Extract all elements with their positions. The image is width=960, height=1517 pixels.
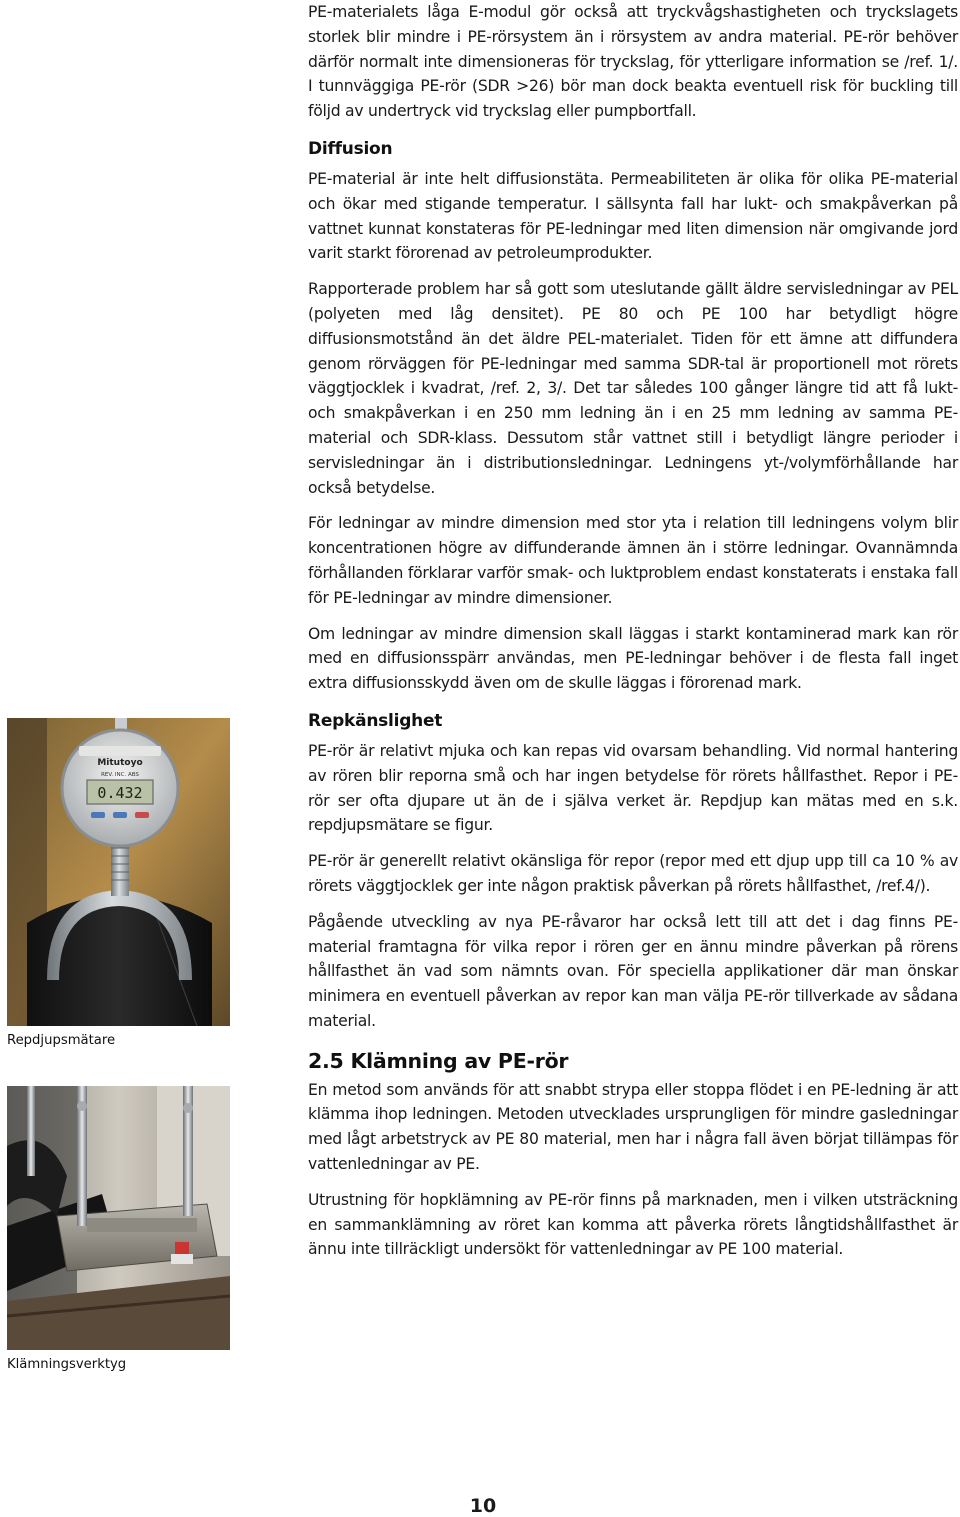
- gauge-button-labels: REV. INC. ABS: [101, 772, 139, 778]
- klamning-paragraph-2: Utrustning för hopklämning av PE-rör finns på marknaden, men i vilken utsträckning en sammanklämning av röret kan komma att påverka rörets långtidshållfasthet är ännu inte tillräckligt undersökt för vattenledningar av PE 100 material.: [308, 1190, 958, 1259]
- gauge-caption: Repdjupsmätare: [7, 1033, 116, 1048]
- repkanslighet-paragraph-3: Pågående utveckling av nya PE-råvaror har också lett till att det i dag finns PE-material framtagna för vilka repor i rören ger en ännu mindre påverkan på rörens hållfasthet än vad som nämnts ovan. För speciella applikationer där man önskar minimera en eventuell påverkan av repor kan man välja PE-rör tillverkade av sådana material.: [308, 912, 958, 1030]
- klamning-paragraph-1: En metod som används för att snabbt strypa eller stoppa flödet i en PE-ledning är att klämma ihop ledningen. Metoden utvecklades ursprungligen för mindre gasledningar med lågt arbetstryck av PE 80 material, men har i några fall även börjat tillämpas för vattenledningar av PE.: [308, 1080, 958, 1174]
- depth-gauge-photo: [7, 718, 230, 1026]
- intro-paragraph: PE-materialets låga E-modul gör också att tryckvågshastigheten och tryckslagets storlek blir mindre i PE-rörsystem än i rörsystem av andra material. PE-rör behöver därför normalt inte dimensioneras för tryckslag, för ytterligare information se /ref. 1/. I tunnväggiga PE-rör (SDR >26) bör man dock beakta eventuell risk för buckling till följd av undertryck vid tryckslag eller pumpbortfall.: [308, 3, 958, 121]
- clamp-tool-photo: [7, 1086, 230, 1350]
- diffusion-paragraph-1: PE-material är inte helt diffusionstäta. Permeabiliteten är olika för olika PE-material och ökar med stigande temperatur. I sällsynta fall har lukt- och smakpåverkan på vattnet kunnat konstateras för PE-ledningar med liten dimension när omgivande jord varit starkt förorenad av petroleumprodukter.: [308, 169, 958, 263]
- repkanslighet-paragraph-2: PE-rör är generellt relativt okänsliga för repor (repor med ett djup upp till ca 10 % av rörets väggtjocklek ger inte någon praktisk påverkan på rörets hållfasthet, /ref.4/).: [308, 852, 958, 895]
- repkanslighet-paragraph-1: PE-rör är relativt mjuka och kan repas vid ovarsam behandling. Vid normal hantering av rören blir reporna små och har ingen betydelse för rörets hållfasthet. Repor i PE-rör ser ofta djupare ut än de i själva verket är. Repdjup kan mätas med en s.k. repdjupsmätare se figur.: [308, 741, 958, 835]
- gauge-brand-text: Mitutoyo: [97, 758, 143, 768]
- diffusion-paragraph-4: Om ledningar av mindre dimension skall läggas i starkt kontaminerad mark kan rör med en diffusionsspärr användas, men PE-ledningar behöver i de flesta fall inget extra diffusionsskydd även om de skulle läggas i förorenad mark.: [308, 624, 958, 693]
- page-number: 10: [469, 1495, 497, 1517]
- diffusion-paragraph-3: För ledningar av mindre dimension med stor yta i relation till ledningens volym blir koncentrationen högre av diffunderande ämnen än i större ledningar. Ovannämnda förhållanden förklarar varför smak- och luktproblem endast konstaterats i enstaka fall för PE-ledningar av mindre dimensioner.: [308, 514, 958, 607]
- main-text-column: [308, 0, 958, 1262]
- clamp-caption: Klämningsverktyg: [7, 1357, 127, 1372]
- klamning-heading: 2.5 Klämning av PE-rör: [308, 1048, 569, 1073]
- repkanslighet-heading: Repkänslighet: [308, 710, 443, 731]
- gauge-display-value: 0.432: [97, 784, 143, 802]
- diffusion-paragraph-2: Rapporterade problem har så gott som uteslutande gällt äldre servisledningar av PEL (polyeten med låg densitet). PE 80 och PE 100 har betydligt högre diffusionsmotstånd än det äldre PEL-materialet. Tiden för ett ämne att diffundera genom rörväggen för PE-ledningar med samma SDR-tal är proportionell mot rörets väggtjocklek i kvadrat, /ref. 2, 3/. Det tar således 100 gånger längre tid att få lukt- och smakpåverkan i en 250 mm ledning än i en 25 mm ledning av samma PE-material och SDR-klass. Dessutom står vattnet still i betydligt längre perioder i servisledningar än i distributionsledningar. Ledningens yt-/volymförhållande har också betydelse.: [308, 280, 958, 497]
- diffusion-heading: Diffusion: [308, 138, 393, 159]
